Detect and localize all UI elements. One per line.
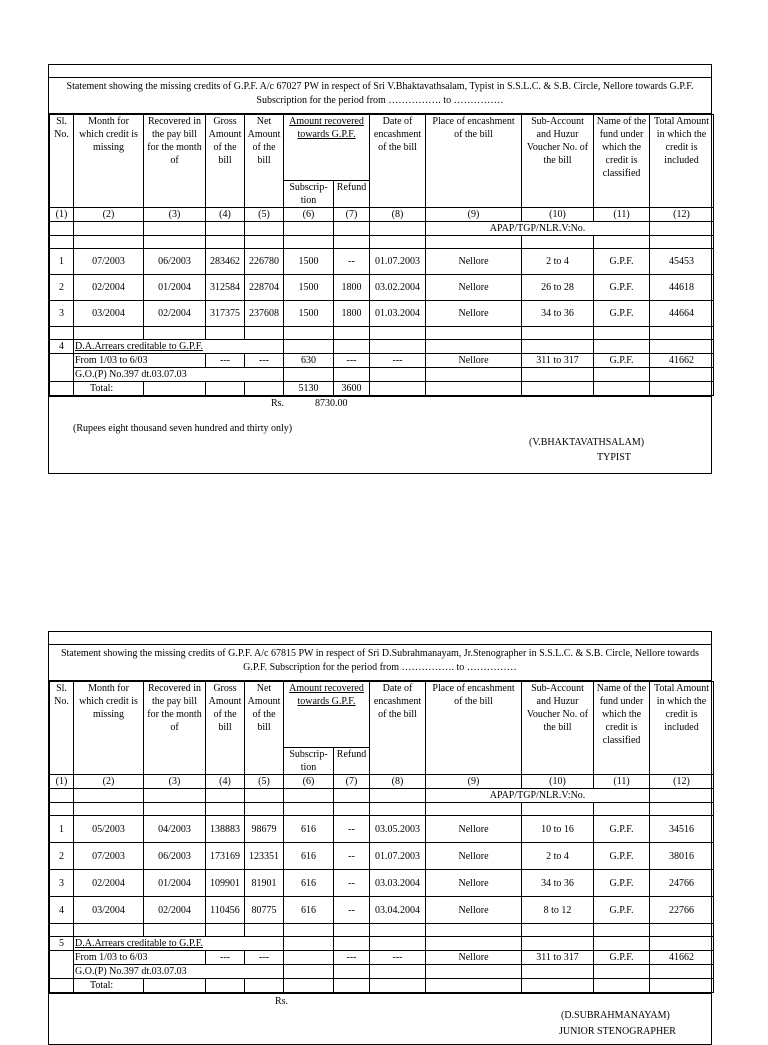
cell: 1500	[284, 249, 334, 275]
cell: 1	[50, 816, 74, 843]
cell: 34 to 36	[522, 301, 594, 327]
header-recovered: Recovered in the pay bill for the month of	[144, 115, 206, 208]
cell: 04/2003	[144, 816, 206, 843]
da-go-reference: G.O.(P) No.397 dt.03.07.03	[74, 965, 284, 979]
col-num: (5)	[245, 775, 284, 789]
cell: 311 to 317	[522, 951, 594, 965]
cell: 4	[50, 897, 74, 924]
cell: 2 to 4	[522, 843, 594, 870]
header-total: Total Amount in which the credit is included	[650, 115, 714, 208]
cell: 03/2004	[74, 301, 144, 327]
cell: 616	[284, 843, 334, 870]
header-sl: Sl. No.	[50, 682, 74, 775]
da-arrears-detail	[50, 951, 714, 965]
cell: 01/2004	[144, 275, 206, 301]
col-num: (9)	[426, 208, 522, 222]
table-row	[50, 275, 714, 301]
cell: 01.03.2004	[370, 301, 426, 327]
cell: 07/2003	[74, 843, 144, 870]
cell: 02/2004	[144, 897, 206, 924]
cell: G.P.F.	[594, 870, 650, 897]
da-go-reference: G.O.(P) No.397 dt.03.07.03	[74, 368, 284, 382]
cell: ---	[334, 354, 370, 368]
header-subscription: Subscrip- tion	[284, 748, 334, 775]
cell: ---	[245, 951, 284, 965]
cell: 02/2004	[144, 301, 206, 327]
cell: --	[334, 897, 370, 924]
header-subaccount: Sub-Account and Huzur Voucher No. of the bill	[522, 115, 594, 208]
cell: 45453	[650, 249, 714, 275]
statement-footer	[49, 993, 711, 1044]
table-row	[50, 249, 714, 275]
statement-title: Statement showing the missing credits of G.P.F. A/c 67027 PW in respect of Sri V.Bhaktavathsalam, Typist in S.S.L.C. & S.B. Circle, Nellore towards G.P.F. Subscription for the period from ……………. to ……………	[49, 78, 711, 114]
header-month: Month for which credit is missing	[74, 682, 144, 775]
header-place: Place of encashment of the bill	[426, 682, 522, 775]
cell: 02/2004	[74, 870, 144, 897]
cell: 02/2004	[74, 275, 144, 301]
cell: 1800	[334, 275, 370, 301]
cell: 38016	[650, 843, 714, 870]
cell: 110456	[206, 897, 245, 924]
total-label: Total:	[74, 382, 144, 396]
signatory-designation: TYPIST	[597, 452, 631, 463]
header-date: Date of encashment of the bill	[370, 115, 426, 208]
signatory-name: (D.SUBRAHMANAYAM)	[561, 1010, 670, 1021]
header-net: Net Amount of the bill	[245, 115, 284, 208]
cell: 26 to 28	[522, 275, 594, 301]
table-row	[50, 301, 714, 327]
cell: 226780	[245, 249, 284, 275]
cell: 228704	[245, 275, 284, 301]
cell: 03.03.2004	[370, 870, 426, 897]
cell: 34 to 36	[522, 870, 594, 897]
header-refund: Refund	[334, 748, 370, 775]
cell: Nellore	[426, 249, 522, 275]
cell: Nellore	[426, 951, 522, 965]
header-month: Month for which credit is missing	[74, 115, 144, 208]
cell: ---	[370, 951, 426, 965]
cell: Nellore	[426, 816, 522, 843]
col-num: (11)	[594, 208, 650, 222]
cell: 01.07.2003	[370, 249, 426, 275]
header-total: Total Amount in which the credit is included	[650, 682, 714, 775]
col-num: (4)	[206, 775, 245, 789]
missing-credits-table	[49, 114, 714, 396]
cell: 01.07.2003	[370, 843, 426, 870]
table-row	[50, 843, 714, 870]
cell: 616	[284, 897, 334, 924]
cell: Nellore	[426, 301, 522, 327]
col-num: (7)	[334, 775, 370, 789]
header-amount-recovered: Amount recovered towards G.P.F.	[284, 115, 370, 181]
col-num: (10)	[522, 775, 594, 789]
da-title: D.A.Arrears creditable to G.P.F.	[74, 340, 284, 354]
cell: G.P.F.	[594, 843, 650, 870]
header-gross: Gross Amount of the bill	[206, 115, 245, 208]
cell: ---	[245, 354, 284, 368]
cell: 98679	[245, 816, 284, 843]
cell: G.P.F.	[594, 897, 650, 924]
cell: 44664	[650, 301, 714, 327]
cell: 1500	[284, 275, 334, 301]
cell: 312584	[206, 275, 245, 301]
rs-label: Rs.	[275, 996, 289, 1007]
col-num: (2)	[74, 775, 144, 789]
cell: 34516	[650, 816, 714, 843]
cell: --	[334, 249, 370, 275]
col-num: (6)	[284, 775, 334, 789]
col-num: (3)	[144, 775, 206, 789]
cell: 1500	[284, 301, 334, 327]
cell: 22766	[650, 897, 714, 924]
header-subaccount: Sub-Account and Huzur Voucher No. of the bill	[522, 682, 594, 775]
signatory-name: (V.BHAKTAVATHSALAM)	[529, 437, 645, 448]
cell: ---	[370, 354, 426, 368]
cell: 03.02.2004	[370, 275, 426, 301]
cell: 3	[50, 870, 74, 897]
cell: 630	[284, 354, 334, 368]
cell: 03/2004	[74, 897, 144, 924]
cell: 10 to 16	[522, 816, 594, 843]
cell	[284, 951, 334, 965]
cell: 616	[284, 816, 334, 843]
cell: 80775	[245, 897, 284, 924]
cell: ---	[206, 951, 245, 965]
col-num: (11)	[594, 775, 650, 789]
cell: 283462	[206, 249, 245, 275]
cell: 317375	[206, 301, 245, 327]
cell: Nellore	[426, 354, 522, 368]
cell: 05/2003	[74, 816, 144, 843]
cell: 81901	[245, 870, 284, 897]
cell: 4	[50, 340, 74, 354]
header-fund: Name of the fund under which the credit is classified	[594, 682, 650, 775]
column-number-row	[50, 775, 714, 789]
cell: G.P.F.	[594, 275, 650, 301]
cell: ---	[334, 951, 370, 965]
table-row	[50, 897, 714, 924]
table-row	[50, 870, 714, 897]
cell: 03.05.2003	[370, 816, 426, 843]
cell: 2	[50, 275, 74, 301]
col-num: (12)	[650, 208, 714, 222]
missing-credits-table	[49, 681, 714, 993]
amount-in-words: (Rupees eight thousand seven hundred and thirty only)	[73, 423, 293, 434]
cell: 07/2003	[74, 249, 144, 275]
cell: G.P.F.	[594, 354, 650, 368]
statement-title: Statement showing the missing credits of G.P.F. A/c 67815 PW in respect of Sri D.Subrahmanayam, Jr.Stenographer in S.S.L.C. & S.B. Circle, Nellore towards G.P.F. Subscription for the period from ……………. to ……………	[49, 645, 711, 681]
col-num: (1)	[50, 775, 74, 789]
cell: 1	[50, 249, 74, 275]
cell: 03.04.2004	[370, 897, 426, 924]
cell: 123351	[245, 843, 284, 870]
cell: G.P.F.	[594, 816, 650, 843]
header-date: Date of encashment of the bill	[370, 682, 426, 775]
col-num: (4)	[206, 208, 245, 222]
cell: Nellore	[426, 843, 522, 870]
da-period: From 1/03 to 6/03	[74, 951, 206, 965]
col-num: (7)	[334, 208, 370, 222]
header-place: Place of encashment of the bill	[426, 115, 522, 208]
statement-1	[48, 64, 712, 474]
cell: 2	[50, 843, 74, 870]
header-subscription: Subscrip- tion	[284, 181, 334, 208]
cell: 44618	[650, 275, 714, 301]
voucher-reference: APAP/TGP/NLR.V:No.	[426, 789, 650, 803]
cell: --	[334, 870, 370, 897]
col-num: (6)	[284, 208, 334, 222]
cell: 41662	[650, 951, 714, 965]
cell: 06/2003	[144, 249, 206, 275]
cell: 5	[50, 937, 74, 951]
cell: --	[334, 816, 370, 843]
cell: 1800	[334, 301, 370, 327]
da-title: D.A.Arrears creditable to G.P.F.	[74, 937, 284, 951]
header-net: Net Amount of the bill	[245, 682, 284, 775]
cell: 237608	[245, 301, 284, 327]
col-num: (5)	[245, 208, 284, 222]
cell: 2 to 4	[522, 249, 594, 275]
cell: 616	[284, 870, 334, 897]
cell: Nellore	[426, 870, 522, 897]
cell: 173169	[206, 843, 245, 870]
cell: --	[334, 843, 370, 870]
table-row	[50, 816, 714, 843]
cell: G.P.F.	[594, 301, 650, 327]
total-row	[50, 382, 714, 396]
cell: 24766	[650, 870, 714, 897]
cell: 109901	[206, 870, 245, 897]
col-num: (3)	[144, 208, 206, 222]
col-num: (1)	[50, 208, 74, 222]
da-period: From 1/03 to 6/03	[74, 354, 206, 368]
cell: G.P.F.	[594, 951, 650, 965]
cell: 138883	[206, 816, 245, 843]
cell: Nellore	[426, 897, 522, 924]
col-num: (10)	[522, 208, 594, 222]
col-num: (9)	[426, 775, 522, 789]
header-recovered: Recovered in the pay bill for the month of	[144, 682, 206, 775]
header-amount-recovered: Amount recovered towards G.P.F.	[284, 682, 370, 748]
cell: ---	[206, 354, 245, 368]
header-sl: Sl. No.	[50, 115, 74, 208]
statement-footer	[49, 396, 711, 473]
column-number-row	[50, 208, 714, 222]
top-strip	[49, 65, 711, 78]
cell: G.P.F.	[594, 249, 650, 275]
rs-label: Rs.	[271, 398, 285, 409]
da-arrears-row	[50, 340, 714, 354]
col-num: (8)	[370, 208, 426, 222]
cell: 311 to 317	[522, 354, 594, 368]
da-arrears-detail	[50, 354, 714, 368]
cell: Nellore	[426, 275, 522, 301]
voucher-reference: APAP/TGP/NLR.V:No.	[426, 222, 650, 236]
header-fund: Name of the fund under which the credit is classified	[594, 115, 650, 208]
total-row	[50, 979, 714, 993]
total-label: Total:	[74, 979, 144, 993]
cell: 06/2003	[144, 843, 206, 870]
rs-amount: 8730.00	[315, 398, 348, 409]
cell: 01/2004	[144, 870, 206, 897]
statement-2	[48, 631, 712, 1045]
header-gross: Gross Amount of the bill	[206, 682, 245, 775]
col-num: (12)	[650, 775, 714, 789]
col-num: (2)	[74, 208, 144, 222]
total-subscription: 5130	[284, 382, 334, 396]
header-refund: Refund	[334, 181, 370, 208]
top-strip	[49, 632, 711, 645]
da-arrears-row	[50, 937, 714, 951]
cell: 8 to 12	[522, 897, 594, 924]
total-refund: 3600	[334, 382, 370, 396]
col-num: (8)	[370, 775, 426, 789]
cell: 3	[50, 301, 74, 327]
signatory-designation: JUNIOR STENOGRAPHER	[559, 1026, 676, 1037]
cell: 41662	[650, 354, 714, 368]
